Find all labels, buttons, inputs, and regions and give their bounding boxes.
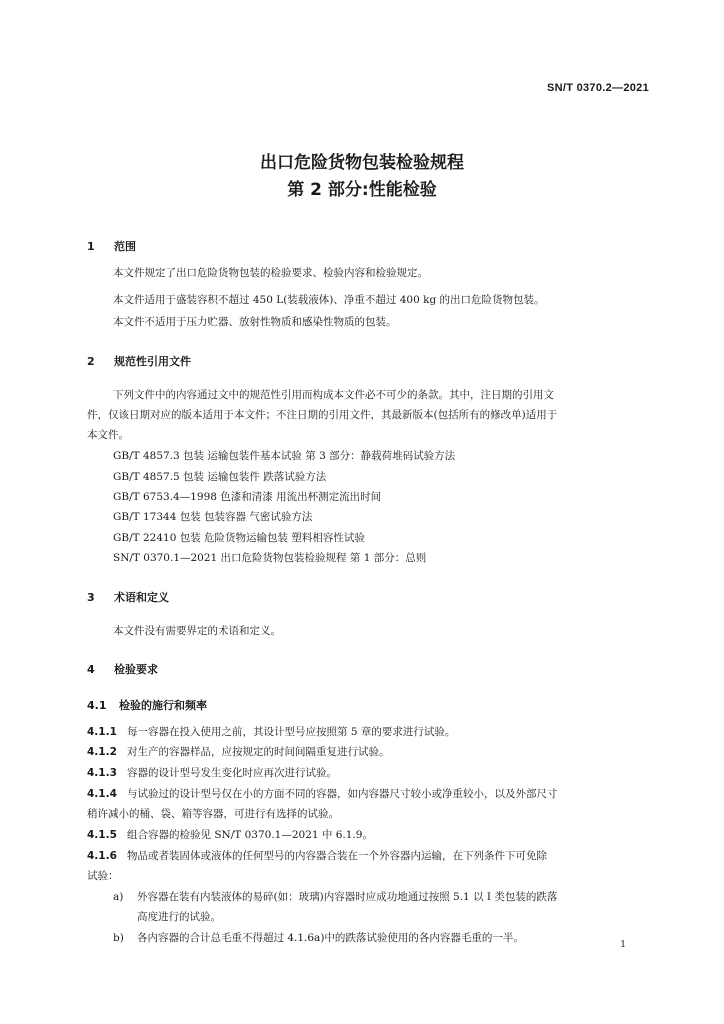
- clause-number: 4.1.2: [87, 746, 117, 758]
- subsection-title: 检验的施行和频率: [119, 699, 207, 712]
- clause-text: 每一容器在投入使用之前，其设计型号应按照第 5 章的要求进行试验。: [127, 726, 456, 738]
- list-item-label: b): [113, 932, 124, 944]
- list-item: [113, 931, 524, 946]
- clause-text: 物品或者装固体或液体的任何型号的内容器合装在一个外容器内运输，在下列条件下可免除: [127, 850, 547, 862]
- paragraph: 本文件没有需要界定的术语和定义。: [113, 625, 281, 637]
- paragraph: 本文件。: [87, 429, 129, 441]
- section-heading: [87, 238, 136, 254]
- reference-item: GB/T 17344 包装 包装容器 气密试验方法: [113, 511, 313, 523]
- section-heading: [87, 589, 169, 605]
- subsection-number: 4.1: [87, 699, 107, 712]
- clause-continuation: 试验：: [87, 870, 119, 882]
- section-title: 术语和定义: [114, 591, 169, 604]
- clause-text: 组合容器的检验见 SN/T 0370.1—2021 中 6.1.9。: [127, 829, 373, 841]
- subsection-heading: [87, 697, 207, 713]
- section-number: 2: [87, 355, 95, 368]
- reference-item: GB/T 6753.4—1998 色漆和清漆 用流出杯测定流出时间: [113, 491, 382, 503]
- page-number: 1: [620, 940, 626, 950]
- clause: [87, 745, 390, 760]
- list-item-continuation: 高度进行的试验。: [137, 911, 221, 923]
- clause: [87, 849, 547, 864]
- clause-number: 4.1.1: [87, 726, 117, 738]
- section-title: 检验要求: [114, 663, 158, 676]
- clause-text: 对生产的容器样品，应按规定的时间间隔重复进行试验。: [127, 746, 390, 758]
- document-title: 出口危险货物包装检验规程: [260, 153, 464, 173]
- section-heading: [87, 661, 158, 677]
- paragraph: 下列文件中的内容通过文中的规范性引用而构成本文件必不可少的条款。其中，注日期的引用文: [113, 389, 554, 401]
- list-item-text: 各内容器的合计总毛重不得超过 4.1.6a)中的跌落试验使用的各内容器毛重的一半。: [137, 932, 524, 944]
- list-item-label: a): [113, 891, 124, 903]
- reference-item: SN/T 0370.1—2021 出口危险货物包装检验规程 第 1 部分：总则: [113, 552, 427, 564]
- section-title: 范围: [114, 240, 136, 253]
- reference-item: GB/T 22410 包装 危险货物运输包装 塑料相容性试验: [113, 532, 365, 544]
- clause: [87, 828, 373, 843]
- clause-continuation: 稍许减小的桶、袋、箱等容器，可进行有选择的试验。: [87, 808, 339, 820]
- clause-number: 4.1.6: [87, 850, 117, 862]
- clause-text: 容器的设计型号发生变化时应再次进行试验。: [127, 767, 337, 779]
- reference-item: GB/T 4857.5 包装 运输包装件 跌落试验方法: [113, 471, 327, 483]
- standard-code: SN/T 0370.2—2021: [546, 82, 649, 94]
- clause: [87, 766, 337, 781]
- list-item: [113, 890, 557, 905]
- clause-number: 4.1.3: [87, 767, 117, 779]
- paragraph: 本文件规定了出口危险货物包装的检验要求、检验内容和检验规定。: [113, 267, 428, 279]
- clause: [87, 787, 558, 802]
- paragraph: 件，仅该日期对应的版本适用于本文件；不注日期的引用文件，其最新版本(包括所有的修改单)适用于: [87, 409, 558, 421]
- paragraph: 本文件适用于盛装容积不超过 450 L(装载液体)、净重不超过 400 kg 的出口危险货物包装。: [113, 294, 545, 306]
- clause-text: 与试验过的设计型号仅在小的方面不同的容器，如内容器尺寸较小或净重较小，以及外部尺寸: [127, 788, 558, 800]
- section-number: 3: [87, 591, 95, 604]
- section-heading: [87, 353, 191, 369]
- section-number: 4: [87, 663, 95, 676]
- clause: [87, 725, 455, 740]
- reference-item: GB/T 4857.3 包装 运输包装件基本试验 第 3 部分：静载荷堆码试验方法: [113, 450, 456, 462]
- list-item-text: 外容器在装有内装液体的易碎(如：玻璃)内容器时应成功地通过按照 5.1 以 Ⅰ 类包装的跌落: [137, 891, 558, 903]
- section-title: 规范性引用文件: [114, 355, 191, 368]
- document-subtitle: 第 2 部分:性能检验: [287, 180, 437, 200]
- paragraph: 本文件不适用于压力贮器、放射性物质和感染性物质的包装。: [113, 316, 397, 328]
- clause-number: 4.1.5: [87, 829, 117, 841]
- section-number: 1: [87, 240, 95, 253]
- clause-number: 4.1.4: [87, 788, 117, 800]
